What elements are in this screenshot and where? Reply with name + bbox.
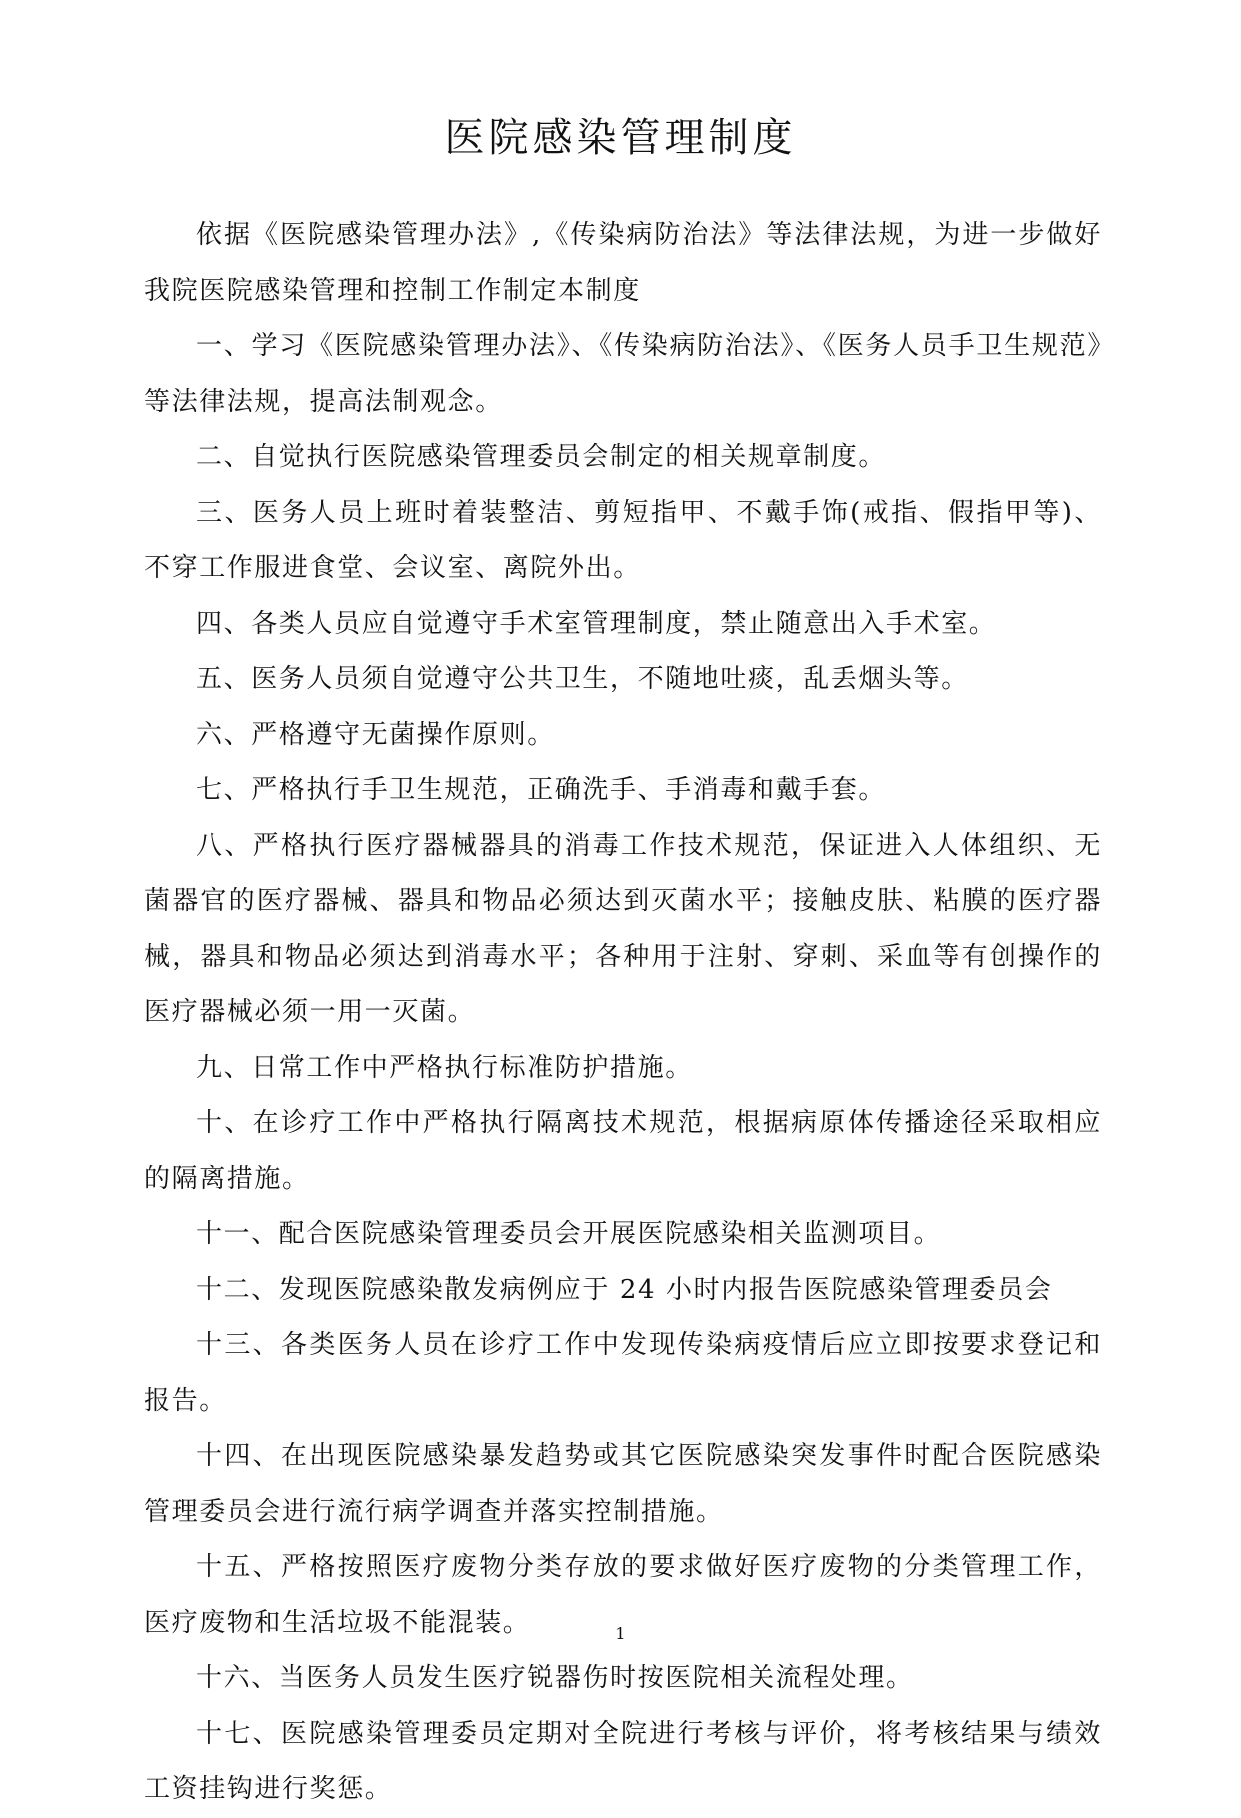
paragraph-item-15: 十五、严格按照医疗废物分类存放的要求做好医疗废物的分类管理工作，医疗废物和生活垃圾不能混装。: [144, 1552, 1102, 1638]
paragraph-item-4: 四、各类人员应自觉遵守手术室管理制度，禁止随意出入手术室。: [196, 608, 997, 639]
page-number: 1: [615, 1624, 626, 1643]
paragraph-item-2: 二、自觉执行医院感染管理委员会制定的相关规章制度。: [196, 442, 887, 472]
paragraph-item-10: 十、在诊疗工作中严格执行隔离技术规范，根据病原体传播途径采取相应的隔离措施。: [144, 1108, 1102, 1194]
paragraph-item-12: 十二、发现医院感染散发病例应于 24 小时内报告医院感染管理委员会: [196, 1274, 1053, 1305]
paragraph-item-5: 五、医务人员须自觉遵守公共卫生，不随地吐痰，乱丢烟头等。: [196, 664, 969, 694]
paragraph-item-17: 十七、医院感染管理委员定期对全院进行考核与评价，将考核结果与绩效工资挂钩进行奖惩。: [144, 1718, 1102, 1804]
paragraph-item-16: 十六、当医务人员发生医疗锐器伤时按医院相关流程处理。: [196, 1663, 914, 1693]
paragraph-item-3: 三、医务人员上班时着装整洁、剪短指甲、不戴手饰(戒指、假指甲等)、不穿工作服进食堂、会议室、离院外出。: [144, 497, 1102, 583]
document-body: [144, 208, 1102, 1818]
paragraph-item-8: 八、严格执行医疗器械器具的消毒工作技术规范，保证进入人体组织、无菌器官的医疗器械、器具和物品必须达到灭菌水平；接触皮肤、粘膜的医疗器械，器具和物品必须达到消毒水平；各种用于注射、穿刺、采血等有创操作的医疗器械必须一用一灭菌。: [144, 830, 1102, 1027]
paragraph-intro: 依据《医院感染管理办法》,《传染病防治法》等法律法规，为进一步做好我院医院感染管理和控制工作制定本制度: [144, 220, 1102, 306]
paragraph-item-14: 十四、在出现医院感染暴发趋势或其它医院感染突发事件时配合医院感染管理委员会进行流行病学调查并落实控制措施。: [144, 1441, 1102, 1527]
document-title: 医院感染管理制度: [444, 115, 797, 161]
paragraph-item-6: 六、严格遵守无菌操作原则。: [196, 719, 555, 750]
paragraph-item-7: 七、严格执行手卫生规范，正确洗手、手消毒和戴手套。: [196, 775, 887, 805]
paragraph-item-13: 十三、各类医务人员在诊疗工作中发现传染病疫情后应立即按要求登记和报告。: [144, 1330, 1102, 1416]
paragraph-item-1: 一、学习《医院感染管理办法》、《传染病防治法》、《医务人员手卫生规范》等法律法规，提高法制观念。: [144, 331, 1102, 417]
paragraph-item-11: 十一、配合医院感染管理委员会开展医院感染相关监测项目。: [196, 1219, 942, 1249]
paragraph-item-9: 九、日常工作中严格执行标准防护措施。: [196, 1052, 693, 1083]
